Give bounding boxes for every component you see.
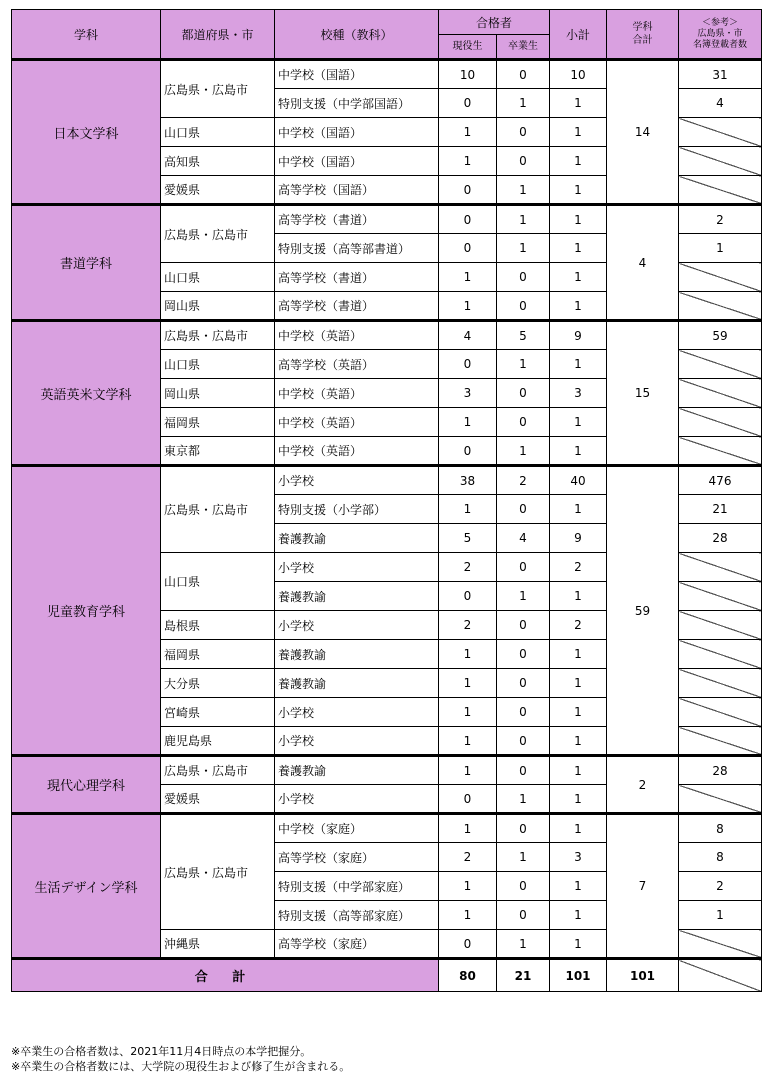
graduate-count: 0 (497, 292, 550, 321)
school-type: 高等学校（書道） (275, 292, 439, 321)
graduate-count: 1 (497, 89, 550, 118)
footnotes (11, 1044, 350, 1074)
subtotal: 1 (550, 234, 607, 263)
registered-count-empty (679, 582, 762, 611)
school-type: 特別支援（中学部国語） (275, 89, 439, 118)
dept-total: 7 (607, 814, 679, 959)
subtotal: 1 (550, 901, 607, 930)
current-count: 0 (439, 437, 497, 466)
current-count: 1 (439, 727, 497, 756)
current-count: 1 (439, 263, 497, 292)
school-type: 中学校（英語） (275, 408, 439, 437)
graduate-count: 1 (497, 843, 550, 872)
subtotal: 1 (550, 727, 607, 756)
subtotal: 2 (550, 611, 607, 640)
prefecture: 広島県・広島市 (161, 321, 275, 350)
header-ref-line3: 名簿登載者数 (692, 39, 747, 50)
registered-count-empty (679, 669, 762, 698)
subtotal: 1 (550, 263, 607, 292)
grand-total-graduate: 21 (497, 959, 550, 992)
school-type: 小学校 (275, 785, 439, 814)
school-type: 高等学校（家庭） (275, 930, 439, 959)
subtotal: 1 (550, 930, 607, 959)
graduate-count: 5 (497, 321, 550, 350)
grand-total-label: 合 計 (12, 959, 439, 992)
school-type: 小学校 (275, 611, 439, 640)
current-count: 1 (439, 408, 497, 437)
subtotal: 1 (550, 756, 607, 785)
prefecture: 愛媛県 (161, 785, 275, 814)
school-type: 中学校（英語） (275, 437, 439, 466)
graduate-count: 1 (497, 176, 550, 205)
registered-count: 1 (679, 234, 762, 263)
school-type: 中学校（国語） (275, 60, 439, 89)
graduate-count: 0 (497, 698, 550, 727)
registered-count: 28 (679, 756, 762, 785)
header-dept-total-line2: 合計 (632, 35, 653, 46)
subtotal: 1 (550, 205, 607, 234)
dept-total: 4 (607, 205, 679, 321)
prefecture: 高知県 (161, 147, 275, 176)
school-type: 中学校（国語） (275, 147, 439, 176)
graduate-count: 1 (497, 582, 550, 611)
graduate-count: 0 (497, 640, 550, 669)
graduate-count: 0 (497, 60, 550, 89)
school-type: 高等学校（英語） (275, 350, 439, 379)
registered-count: 28 (679, 524, 762, 553)
graduate-count: 0 (497, 553, 550, 582)
registered-count: 31 (679, 60, 762, 89)
graduate-count: 0 (497, 611, 550, 640)
subtotal: 1 (550, 408, 607, 437)
subtotal: 1 (550, 872, 607, 901)
header-ref (679, 10, 762, 60)
header-ref-line2: 広島県・市 (697, 28, 743, 39)
dept-name: 児童教育学科 (12, 466, 161, 756)
prefecture: 広島県・広島市 (161, 60, 275, 118)
prefecture: 広島県・広島市 (161, 756, 275, 785)
current-count: 5 (439, 524, 497, 553)
dept-total: 2 (607, 756, 679, 814)
school-type: 中学校（家庭） (275, 814, 439, 843)
current-count: 1 (439, 292, 497, 321)
subtotal: 9 (550, 321, 607, 350)
registered-count-empty (679, 640, 762, 669)
graduate-count: 0 (497, 901, 550, 930)
graduate-count: 0 (497, 872, 550, 901)
prefecture: 岡山県 (161, 379, 275, 408)
current-count: 0 (439, 930, 497, 959)
current-count: 2 (439, 553, 497, 582)
current-count: 0 (439, 785, 497, 814)
registered-count-empty (679, 147, 762, 176)
prefecture: 東京都 (161, 437, 275, 466)
prefecture: 福岡県 (161, 408, 275, 437)
graduate-count: 0 (497, 669, 550, 698)
table-row (12, 205, 762, 234)
graduate-count: 4 (497, 524, 550, 553)
registered-count-empty (679, 350, 762, 379)
prefecture: 島根県 (161, 611, 275, 640)
graduate-count: 2 (497, 466, 550, 495)
table-row (12, 756, 762, 785)
current-count: 1 (439, 118, 497, 147)
subtotal: 1 (550, 89, 607, 118)
prefecture: 宮崎県 (161, 698, 275, 727)
school-type: 小学校 (275, 727, 439, 756)
registered-count-empty (679, 930, 762, 959)
dept-total: 59 (607, 466, 679, 756)
registered-count-empty (679, 263, 762, 292)
current-count: 1 (439, 147, 497, 176)
header-ref-line1: ＜参考＞ (701, 17, 738, 28)
school-type: 養護教諭 (275, 669, 439, 698)
footnote-2: ※卒業生の合格者数には、大学院の現役生および修了生が含まれる。 (11, 1060, 351, 1073)
current-count: 0 (439, 350, 497, 379)
school-type: 小学校 (275, 466, 439, 495)
school-type: 中学校（英語） (275, 379, 439, 408)
dept-name: 生活デザイン学科 (12, 814, 161, 959)
grand-total-subtotal: 101 (550, 959, 607, 992)
graduate-count: 0 (497, 147, 550, 176)
table-row (12, 321, 762, 350)
header-current: 現役生 (439, 35, 497, 60)
graduate-count: 0 (497, 814, 550, 843)
table-row (12, 466, 762, 495)
header-graduate: 卒業生 (497, 35, 550, 60)
registered-count: 2 (679, 205, 762, 234)
registered-count: 21 (679, 495, 762, 524)
dept-name: 現代心理学科 (12, 756, 161, 814)
prefecture: 山口県 (161, 118, 275, 147)
results-body (12, 60, 762, 959)
current-count: 1 (439, 495, 497, 524)
graduate-count: 1 (497, 205, 550, 234)
current-count: 2 (439, 611, 497, 640)
grand-total-ref-empty (679, 959, 762, 992)
prefecture: 山口県 (161, 350, 275, 379)
header-dept-total-line1: 学科 (632, 22, 653, 33)
registered-count-empty (679, 379, 762, 408)
subtotal: 1 (550, 669, 607, 698)
current-count: 3 (439, 379, 497, 408)
school-type: 特別支援（小学部） (275, 495, 439, 524)
registered-count: 2 (679, 872, 762, 901)
school-type: 特別支援（中学部家庭） (275, 872, 439, 901)
subtotal: 3 (550, 843, 607, 872)
graduate-count: 0 (497, 118, 550, 147)
subtotal: 40 (550, 466, 607, 495)
registered-count-empty (679, 727, 762, 756)
subtotal: 1 (550, 176, 607, 205)
prefecture: 広島県・広島市 (161, 814, 275, 930)
graduate-count: 0 (497, 727, 550, 756)
school-type: 特別支援（高等部家庭） (275, 901, 439, 930)
school-type: 高等学校（家庭） (275, 843, 439, 872)
school-type: 高等学校（書道） (275, 263, 439, 292)
current-count: 4 (439, 321, 497, 350)
subtotal: 1 (550, 350, 607, 379)
current-count: 38 (439, 466, 497, 495)
current-count: 0 (439, 582, 497, 611)
dept-name: 英語英米文学科 (12, 321, 161, 466)
current-count: 0 (439, 89, 497, 118)
subtotal: 3 (550, 379, 607, 408)
registered-count-empty (679, 785, 762, 814)
header-dept: 学科 (12, 10, 161, 60)
dept-total: 14 (607, 60, 679, 205)
graduate-count: 1 (497, 785, 550, 814)
registered-count-empty (679, 292, 762, 321)
dept-name: 書道学科 (12, 205, 161, 321)
graduate-count: 0 (497, 263, 550, 292)
dept-total: 15 (607, 321, 679, 466)
registered-count: 8 (679, 814, 762, 843)
school-type: 養護教諭 (275, 756, 439, 785)
prefecture: 大分県 (161, 669, 275, 698)
current-count: 0 (439, 176, 497, 205)
table-row (12, 814, 762, 843)
prefecture: 鹿児島県 (161, 727, 275, 756)
current-count: 1 (439, 814, 497, 843)
registered-count: 1 (679, 901, 762, 930)
current-count: 2 (439, 843, 497, 872)
prefecture: 広島県・広島市 (161, 466, 275, 553)
registered-count-empty (679, 553, 762, 582)
prefecture: 山口県 (161, 553, 275, 611)
graduate-count: 1 (497, 350, 550, 379)
registered-count: 4 (679, 89, 762, 118)
current-count: 1 (439, 872, 497, 901)
current-count: 0 (439, 205, 497, 234)
registered-count: 59 (679, 321, 762, 350)
prefecture: 沖縄県 (161, 930, 275, 959)
current-count: 10 (439, 60, 497, 89)
results-table-wrapper (11, 9, 762, 992)
current-count: 1 (439, 756, 497, 785)
registered-count-empty (679, 408, 762, 437)
prefecture: 福岡県 (161, 640, 275, 669)
graduate-count: 1 (497, 930, 550, 959)
subtotal: 1 (550, 118, 607, 147)
current-count: 0 (439, 234, 497, 263)
header-school: 校種（教科） (275, 10, 439, 60)
subtotal: 1 (550, 785, 607, 814)
registered-count-empty (679, 118, 762, 147)
prefecture: 愛媛県 (161, 176, 275, 205)
subtotal: 2 (550, 553, 607, 582)
school-type: 中学校（国語） (275, 118, 439, 147)
current-count: 1 (439, 640, 497, 669)
subtotal: 9 (550, 524, 607, 553)
graduate-count: 1 (497, 234, 550, 263)
school-type: 養護教諭 (275, 524, 439, 553)
registered-count: 476 (679, 466, 762, 495)
subtotal: 1 (550, 640, 607, 669)
graduate-count: 0 (497, 408, 550, 437)
registered-count: 8 (679, 843, 762, 872)
subtotal: 1 (550, 495, 607, 524)
subtotal: 1 (550, 698, 607, 727)
school-type: 養護教諭 (275, 640, 439, 669)
subtotal: 1 (550, 292, 607, 321)
current-count: 1 (439, 669, 497, 698)
registered-count-empty (679, 698, 762, 727)
graduate-count: 1 (497, 437, 550, 466)
prefecture: 山口県 (161, 263, 275, 292)
school-type: 高等学校（書道） (275, 205, 439, 234)
current-count: 1 (439, 698, 497, 727)
registered-count-empty (679, 611, 762, 640)
header-subtotal: 小計 (550, 10, 607, 60)
school-type: 中学校（英語） (275, 321, 439, 350)
current-count: 1 (439, 901, 497, 930)
subtotal: 10 (550, 60, 607, 89)
grand-total-current: 80 (439, 959, 497, 992)
graduate-count: 0 (497, 379, 550, 408)
prefecture: 広島県・広島市 (161, 205, 275, 263)
subtotal: 1 (550, 437, 607, 466)
school-type: 小学校 (275, 698, 439, 727)
registered-count-empty (679, 437, 762, 466)
school-type: 高等学校（国語） (275, 176, 439, 205)
header-pref: 都道府県・市 (161, 10, 275, 60)
school-type: 養護教諭 (275, 582, 439, 611)
footnote-1: ※卒業生の合格者数は、2021年11月4日時点の本学把握分。 (11, 1045, 312, 1058)
graduate-count: 0 (497, 495, 550, 524)
results-table (11, 9, 762, 992)
registered-count-empty (679, 176, 762, 205)
subtotal: 1 (550, 582, 607, 611)
table-row (12, 60, 762, 89)
dept-name: 日本文学科 (12, 60, 161, 205)
subtotal: 1 (550, 147, 607, 176)
school-type: 特別支援（高等部書道） (275, 234, 439, 263)
graduate-count: 0 (497, 756, 550, 785)
header-passed: 合格者 (439, 10, 550, 35)
grand-total-dept-total: 101 (607, 959, 679, 992)
prefecture: 岡山県 (161, 292, 275, 321)
header-dept-total (607, 10, 679, 60)
subtotal: 1 (550, 814, 607, 843)
school-type: 小学校 (275, 553, 439, 582)
